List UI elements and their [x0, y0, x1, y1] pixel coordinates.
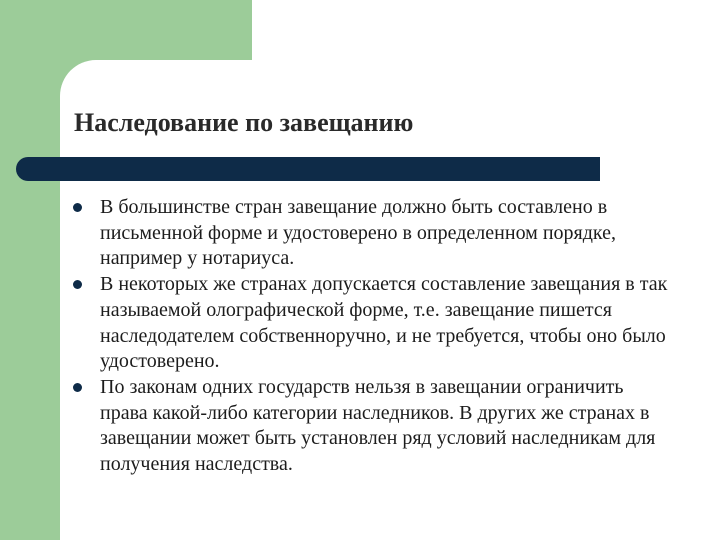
bullet-list [72, 195, 672, 478]
bullet-dot-icon [73, 203, 82, 212]
bullet-text: В некоторых же странах допускается составление завещания в так называемой олографической форме, т.е. завещание пишется наследодателем собственноручно, и не требуется, чтобы оно было удостоверено. [100, 273, 668, 373]
title-underline-bar [16, 157, 600, 181]
bullet-item [72, 195, 672, 272]
bullet-dot-icon [73, 280, 82, 289]
bullet-text: По законам одних государств нельзя в завещании ограничить права какой-либо категории наследников. В других же странах в завещании может быть установлен ряд условий наследникам для получения наследства. [100, 375, 656, 476]
bullet-dot-icon [73, 383, 82, 392]
bullet-text: В большинстве стран завещание должно быть составлено в письменной форме и удостоверено в определенном порядке, например у нотариуса. [100, 196, 617, 270]
bullet-item [72, 375, 672, 478]
slide-title: Наследование по завещанию [74, 108, 414, 137]
bullet-item [72, 272, 672, 375]
